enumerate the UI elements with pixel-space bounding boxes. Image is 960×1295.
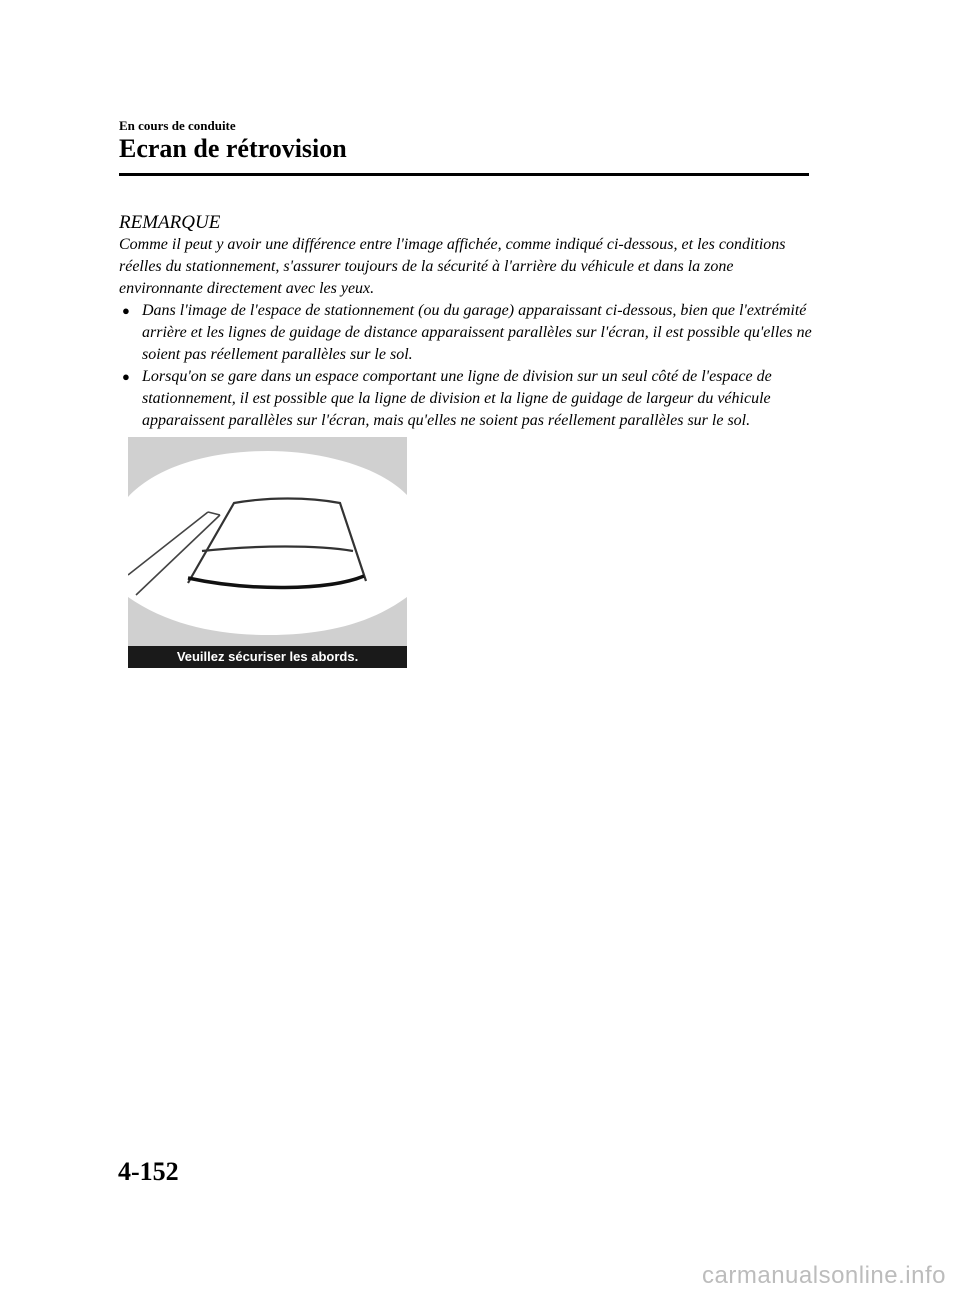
title-rule xyxy=(119,173,809,176)
note-block xyxy=(119,212,819,432)
note-bullet-text: Dans l'image de l'espace de stationnement (ou du garage) apparaissant ci-dessous, bien que l'extrémité arrière et les lignes de guidage de distance apparaissent parallèles sur l'écran, il est possible qu'elles ne soient pas réellement parallèles sur le sol. xyxy=(142,302,812,363)
page-number: 4-152 xyxy=(118,1157,179,1186)
bullet-icon: ● xyxy=(122,303,130,318)
camera-warning-caption: Veuillez sécuriser les abords. xyxy=(128,646,407,668)
footer-watermark xyxy=(0,1258,960,1295)
note-bullet-item xyxy=(119,300,819,366)
note-heading: REMARQUE xyxy=(119,212,221,233)
section-label: En cours de conduite xyxy=(119,118,236,133)
camera-screen-graphic xyxy=(128,437,407,668)
note-bullet-item xyxy=(119,366,819,432)
watermark-text[interactable]: carmanualsonline.info xyxy=(702,1262,946,1289)
rear-view-camera-illustration xyxy=(128,437,407,668)
page-title: Ecran de rétrovision xyxy=(119,134,347,163)
bullet-icon: ● xyxy=(122,369,130,384)
note-intro: Comme il peut y avoir une différence entre l'image affichée, comme indiqué ci-dessous, et les conditions réelles du stationnement, s'assurer toujours de la sécurité à l'arrière du véhicule et dans la zone environnante directement avec les yeux. xyxy=(119,236,786,297)
note-bullet-text: Lorsqu'on se gare dans un espace comportant une ligne de division sur un seul côté de l'espace de stationnement, il est possible que la ligne de division et la ligne de guidage de largeur du véhicule apparaissent parallèles sur l'écran, mais qu'elles ne soient pas réellement parallèles sur le sol. xyxy=(142,368,772,429)
note-list xyxy=(119,300,819,432)
